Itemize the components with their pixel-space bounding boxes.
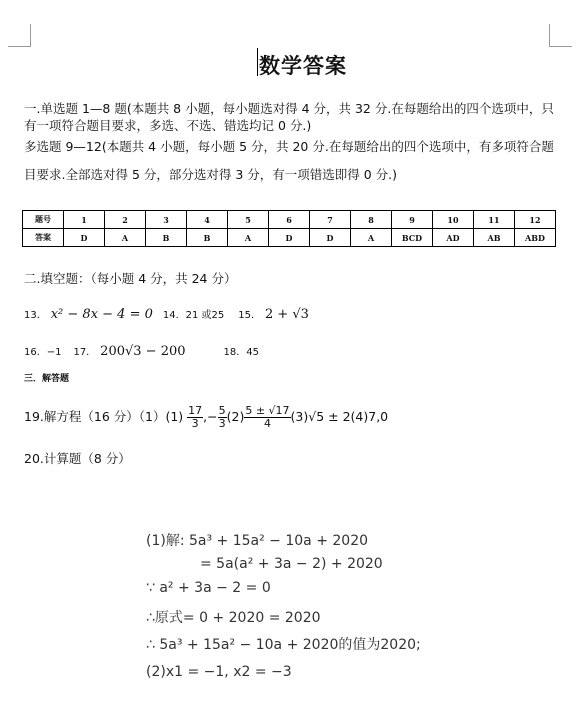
answer-table <box>22 210 556 247</box>
fill-blank-row-1 <box>24 306 309 324</box>
fraction-numerator: 17 <box>188 404 203 417</box>
fill-blank-row-2 <box>24 343 259 361</box>
q17-number: 17． <box>73 347 97 358</box>
table-answer-label: 答案 <box>23 229 64 247</box>
table-cell-answer: D <box>310 229 351 247</box>
section1-line4: 目要求.全部选对得 5 分，部分选对得 3 分，有一项错选即得 0 分.) <box>24 167 398 182</box>
section1-line3: 多选题 9—12(本题共 4 小题，每小题 5 分，共 20 分.在每题给出的四个选项中，有多项符合题 <box>24 139 554 154</box>
table-cell-number: 12 <box>515 211 556 229</box>
table-cell-answer: AB <box>474 229 515 247</box>
solution-line-1: (1)解: 5a³ + 15a² − 10a + 2020 <box>146 533 369 549</box>
solution-line-6: (2)x1 = −1, x2 = −3 <box>146 664 292 680</box>
fraction-denominator: 4 <box>263 417 271 430</box>
q13-number: 13． <box>24 310 47 321</box>
table-cell-answer: A <box>351 229 392 247</box>
table-cell-answer: B <box>146 229 187 247</box>
q19-part2-label: (2) <box>226 409 245 424</box>
table-cell-answer: A <box>105 229 146 247</box>
q15-number: 15． <box>238 310 261 321</box>
fraction-numerator: 5 ± √17 <box>245 404 290 417</box>
section2-heading: 二.填空题：（每小题 4 分，共 24 分） <box>24 271 237 286</box>
q15-answer: 2 + √3 <box>264 307 309 322</box>
table-cell-answer: D <box>64 229 105 247</box>
table-cell-answer: D <box>269 229 310 247</box>
text-cursor <box>257 48 258 76</box>
q16-answer: 16．−1 <box>24 347 62 358</box>
section3-heading: 三．解答题 <box>24 374 70 384</box>
q19-fraction-1 <box>187 405 203 430</box>
table-cell-answer: B <box>187 229 228 247</box>
table-cell-number: 1 <box>64 211 105 229</box>
q19-fraction-3 <box>244 405 290 430</box>
q19-remaining-answers: (3)√5 ± 2(4)7,0 <box>290 409 389 424</box>
q19-separator: ,− <box>203 409 218 424</box>
q20-label: 20.计算题（8 分） <box>24 451 131 466</box>
page-corner-mark-top-right <box>549 24 572 47</box>
q19-label: 19.解方程（16 分）（1）(1) <box>24 409 184 424</box>
table-cell-number: 3 <box>146 211 187 229</box>
q19-line <box>24 402 388 432</box>
solution-line-3: ∵ a² + 3a − 2 = 0 <box>146 580 271 596</box>
q19-fraction-2 <box>218 405 227 430</box>
solution-line-5: ∴ 5a³ + 15a² − 10a + 2020的值为2020; <box>146 637 421 653</box>
answer-table-answer-row <box>23 229 556 247</box>
table-cell-number: 6 <box>269 211 310 229</box>
table-header-label: 题号 <box>23 211 64 229</box>
table-cell-answer: BCD <box>392 229 433 247</box>
fraction-denominator: 3 <box>191 417 199 430</box>
solution-line-4: ∴原式= 0 + 2020 = 2020 <box>146 610 321 626</box>
answer-table-header-row <box>23 211 556 229</box>
section1-line1: 一.单选题 1—8 题(本题共 8 小题，每小题选对得 4 分，共 32 分.在每题给出的四个选项中，只 <box>24 101 554 116</box>
table-cell-number: 8 <box>351 211 392 229</box>
table-cell-number: 7 <box>310 211 351 229</box>
page-corner-mark-top-left <box>8 24 31 47</box>
table-cell-answer: A <box>228 229 269 247</box>
table-cell-number: 2 <box>105 211 146 229</box>
table-cell-number: 5 <box>228 211 269 229</box>
table-cell-answer: AD <box>433 229 474 247</box>
table-cell-number: 10 <box>433 211 474 229</box>
fraction-numerator: 5 <box>218 404 226 417</box>
q13-answer: x² − 8x − 4 = 0 <box>50 307 153 322</box>
table-cell-number: 11 <box>474 211 515 229</box>
q18-answer: 18．45 <box>223 347 259 358</box>
q17-answer: 200√3 − 200 <box>100 344 186 359</box>
section1-line2: 有一项符合题目要求，多选、不选、错选均记 0 分.) <box>24 118 312 133</box>
q14-answer: 14．21 或25 <box>162 310 225 321</box>
fraction-denominator: 3 <box>218 417 226 430</box>
table-cell-answer: ABD <box>515 229 556 247</box>
document-title: 数学答案 <box>259 53 347 78</box>
table-cell-number: 4 <box>187 211 228 229</box>
solution-line-2: = 5a(a² + 3a − 2) + 2020 <box>200 556 383 572</box>
table-cell-number: 9 <box>392 211 433 229</box>
